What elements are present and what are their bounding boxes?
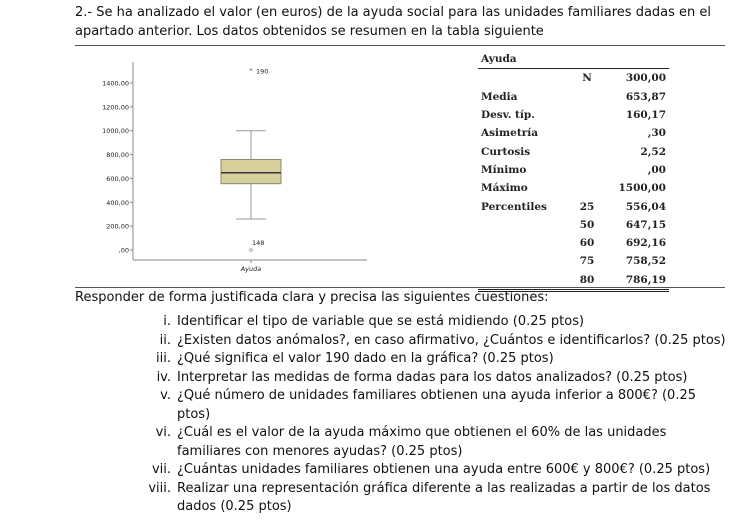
y-tick-label: 400,00 bbox=[106, 198, 129, 207]
bottom-divider bbox=[75, 287, 725, 288]
instructions: Responder de forma justificada clara y precisa las siguientes cuestiones: bbox=[75, 290, 549, 305]
question-text: ¿Qué significa el valor 190 dado en la gráfica? (0.25 ptos) bbox=[177, 351, 554, 366]
row-key: 80 bbox=[579, 273, 595, 286]
y-tick-label: ,00 bbox=[118, 246, 129, 255]
question-number: i. bbox=[163, 314, 171, 329]
question-number: viii. bbox=[148, 480, 171, 496]
row-key: 25 bbox=[579, 200, 595, 213]
question-item bbox=[145, 424, 730, 461]
table-row bbox=[478, 234, 669, 252]
table-row bbox=[478, 124, 669, 142]
outlier-label: 148 bbox=[252, 239, 265, 247]
row-key bbox=[569, 161, 605, 179]
row-label: Media bbox=[481, 90, 518, 103]
table-row bbox=[478, 161, 669, 179]
outlier-label: 190 bbox=[256, 67, 269, 76]
question-number: v. bbox=[160, 388, 171, 403]
question-item bbox=[145, 332, 730, 351]
row-key bbox=[569, 88, 605, 106]
question-item bbox=[145, 480, 730, 517]
table-row bbox=[478, 106, 669, 124]
box bbox=[221, 160, 281, 184]
table-row bbox=[478, 216, 669, 234]
y-tick-label: 200,00 bbox=[106, 222, 129, 231]
question-item bbox=[145, 369, 730, 388]
row-key bbox=[569, 106, 605, 124]
question-item bbox=[145, 313, 730, 332]
question-item bbox=[145, 461, 730, 480]
y-tick-label: 1000,00 bbox=[102, 127, 129, 136]
row-label: Asimetría bbox=[481, 127, 539, 140]
row-value: 758,52 bbox=[625, 255, 666, 268]
row-value: 2,52 bbox=[640, 145, 666, 158]
question-number: vii. bbox=[151, 462, 171, 477]
row-value: 556,04 bbox=[625, 200, 666, 213]
row-label bbox=[478, 69, 569, 88]
question-item bbox=[145, 387, 730, 424]
question-number: iv. bbox=[156, 369, 171, 385]
question-text: Interpretar las medidas de forma dadas para los datos analizados? (0.25 ptos) bbox=[177, 369, 688, 385]
row-value: 653,87 bbox=[625, 90, 666, 103]
row-value: 1500,00 bbox=[618, 182, 666, 195]
table-row bbox=[478, 179, 669, 197]
question-number: vi. bbox=[155, 425, 171, 440]
row-label bbox=[478, 234, 569, 252]
row-key: N bbox=[582, 72, 592, 85]
outlier-point bbox=[250, 249, 253, 252]
row-label: Máximo bbox=[481, 182, 528, 195]
row-label: Desv. típ. bbox=[481, 109, 535, 122]
stats-table bbox=[478, 50, 669, 292]
question-text: ¿Cuántas unidades familiares obtienen una ayuda entre 600€ y 800€? (0.25 ptos) bbox=[177, 462, 711, 477]
row-key: 75 bbox=[579, 255, 595, 268]
table-row bbox=[478, 69, 669, 88]
boxplot-chart bbox=[80, 50, 380, 280]
table-row bbox=[478, 142, 669, 160]
row-label: Percentiles bbox=[481, 200, 547, 213]
table-row bbox=[478, 197, 669, 215]
row-value: 786,19 bbox=[625, 273, 666, 286]
question-number: ii. bbox=[159, 332, 171, 348]
row-key: 50 bbox=[579, 218, 595, 231]
table-row bbox=[478, 252, 669, 270]
row-label bbox=[478, 216, 569, 234]
row-value: ,00 bbox=[647, 163, 666, 176]
y-tick-label: 800,00 bbox=[106, 151, 129, 160]
question-text: Identificar el tipo de variable que se está midiendo (0.25 ptos) bbox=[177, 314, 585, 329]
question-text: ¿Cuál es el valor de la ayuda máximo que obtienen el 60% de las unidades familiares con menores ayudas? (0.25 ptos) bbox=[177, 425, 667, 459]
question-number: iii. bbox=[156, 351, 171, 366]
row-value: 647,15 bbox=[625, 218, 666, 231]
question-text: ¿Existen datos anómalos?, en caso afirmativo, ¿Cuántos e identificarlos? (0.25 ptos) bbox=[177, 332, 726, 348]
row-value: 300,00 bbox=[625, 72, 666, 85]
question-text: ¿Qué número de unidades familiares obtienen una ayuda inferior a 800€? (0.25 ptos) bbox=[177, 388, 696, 422]
row-key: 60 bbox=[579, 237, 595, 250]
row-value: ,30 bbox=[647, 127, 666, 140]
y-tick-label: 600,00 bbox=[106, 174, 129, 183]
row-label: Mínimo bbox=[481, 163, 527, 176]
x-axis-label: Ayuda bbox=[240, 265, 262, 273]
question-text: Realizar una representación gráfica diferente a las realizadas a partir de los datos dados (0.25 ptos) bbox=[177, 480, 711, 514]
row-label: Curtosis bbox=[481, 145, 531, 158]
y-tick-label: 1200,00 bbox=[102, 103, 129, 112]
question-item bbox=[145, 350, 730, 369]
row-key bbox=[569, 142, 605, 160]
table-title: Ayuda bbox=[481, 53, 517, 66]
question-list bbox=[145, 313, 730, 517]
row-label bbox=[478, 252, 569, 270]
row-value: 160,17 bbox=[625, 109, 666, 122]
top-divider bbox=[75, 45, 725, 46]
extreme-marker: * bbox=[249, 67, 253, 76]
row-key bbox=[569, 124, 605, 142]
y-tick-label: 1400,00 bbox=[102, 79, 129, 88]
row-key bbox=[569, 179, 605, 197]
table-row bbox=[478, 88, 669, 106]
exercise-intro: 2.- Se ha analizado el valor (en euros) de la ayuda social para las unidades familiares dadas en el apartado anterior. Los datos obtenidos se resumen en la tabla siguiente bbox=[75, 5, 712, 39]
row-value: 692,16 bbox=[625, 237, 666, 250]
